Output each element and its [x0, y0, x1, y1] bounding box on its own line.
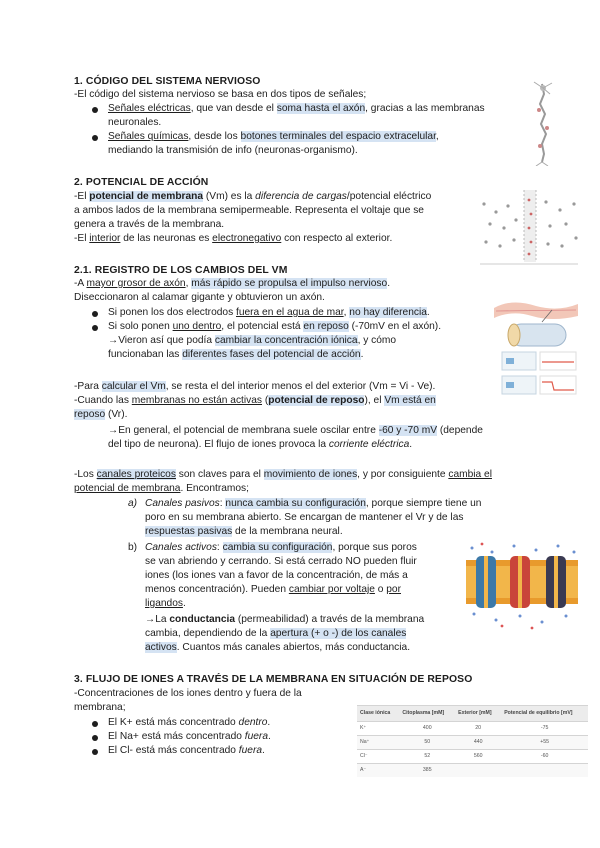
section-1-title: 1. CÓDIGO DEL SISTEMA NERVIOSO	[74, 76, 261, 87]
s21-line-1: -A mayor grosor de axón, más rápido se propulsa el impulso nervioso.	[74, 278, 391, 289]
table-cell: 400	[399, 722, 455, 736]
s21-line-2: Diseccionaron al calamar gigante y obtuvieron un axón.	[74, 292, 325, 303]
table-row	[357, 750, 588, 764]
s21-para-3: reposo (Vr).	[74, 409, 128, 420]
table-cell: -75	[501, 722, 588, 736]
membrane-charges-figure	[476, 184, 582, 270]
active-channels-1: Canales activos: cambia su configuración, porque sus poros	[145, 542, 417, 553]
s21-bullet-2: Si solo ponen uno dentro, el potencial está en reposo (-70mV en el axón).	[108, 321, 442, 332]
table-cell: 385	[399, 764, 455, 778]
table-cell	[501, 764, 588, 778]
s3-bullet-3: El Cl- está más concentrado fuera.	[108, 745, 265, 756]
active-channels-7: cambia, dependiendo de la apertura (+ o -) de los canales	[145, 628, 407, 639]
squid-axon-figure	[492, 296, 580, 398]
active-channels-3: iones (los iones van a favor de la concentración, de más a	[145, 570, 408, 581]
s21-para-2: -Cuando las membranas no están activas (potencial de reposo), el Vm está en	[74, 395, 436, 406]
table-header-cell: Potencial de equilibrio [mV]	[501, 706, 588, 722]
table-cell: A⁻	[357, 764, 399, 778]
list-marker-b: b)	[128, 542, 138, 553]
table-cell: +55	[501, 736, 588, 750]
table-cell: -60	[501, 750, 588, 764]
table-cell: 440	[455, 736, 501, 750]
list-marker-a: a)	[128, 498, 138, 509]
s21-bullet-2-cont-2: funcionaban las diferentes fases del potencial de acción.	[108, 349, 364, 360]
s2-line-4: -El interior de las neuronas es electronegativo con respecto al exterior.	[74, 233, 393, 244]
s3-line-1: -Concentraciones de los iones dentro y fuera de la	[74, 688, 302, 699]
table-cell: K⁺	[357, 722, 399, 736]
s2-line-3: genera a través de la membrana.	[74, 219, 225, 230]
active-channels-4: menos concentración). Pueden cambiar por voltaje o por	[145, 584, 401, 595]
bullet	[92, 749, 98, 755]
table-row	[357, 736, 588, 750]
passive-channels-1: Canales pasivos: nunca cambia su configuración, porque siempre tiene un	[145, 498, 482, 509]
s21-para-5: del tipo de neurona). El flujo de iones provoca la corriente eléctrica.	[108, 439, 413, 450]
table-row	[357, 764, 588, 778]
s2-line-1: -El potencial de membrana (Vm) es la diferencia de cargas/potencial eléctrico	[74, 191, 432, 202]
section-3-title: 3. FLUJO DE IONES A TRAVÉS DE LA MEMBRANA EN SITUACIÓN DE REPOSO	[74, 674, 473, 685]
s1-bullet-1: Señales eléctricas, que van desde el soma hasta el axón, gracias a las membranas	[108, 103, 485, 114]
active-channels-2: se van abriendo y cerrando. Si está cerrado NO pueden fluir	[145, 556, 417, 567]
bullet	[92, 135, 98, 141]
bullet	[92, 735, 98, 741]
table-cell: Cl⁻	[357, 750, 399, 764]
passive-channels-2: poro en su membrana abierto. Se encargan de mantener el Vr y de las	[145, 512, 464, 523]
neuron-figure	[528, 80, 558, 166]
bullet	[92, 325, 98, 331]
s2-line-2: a ambos lados de la membrana semipermeable. Representa el voltaje que se	[74, 205, 424, 216]
bullet	[92, 311, 98, 317]
s3-line-2: membrana;	[74, 702, 126, 713]
s21-para-4: →En general, el potencial de membrana suele oscilar entre -60 y -70 mV (depende	[108, 425, 483, 436]
passive-channels-3: respuestas pasivas de la membrana neural.	[145, 526, 343, 537]
table-cell: 560	[455, 750, 501, 764]
ion-channels-figure	[462, 540, 582, 632]
section-2-title: 2. POTENCIAL DE ACCIÓN	[74, 177, 209, 188]
s21-para-1: -Para calcular el Vm, se resta el del interior menos el del exterior (Vm = Vi - Ve).	[74, 381, 436, 392]
active-channels-8: activos. Cuantos más canales abiertos, más conductancia.	[145, 642, 411, 653]
table-row	[357, 722, 588, 736]
table-cell: 52	[399, 750, 455, 764]
s21-bullet-1: Si ponen los dos electrodos fuera en el agua de mar, no hay diferencia.	[108, 307, 430, 318]
bullet	[92, 107, 98, 113]
table-header-cell: Citoplasma [mM]	[399, 706, 455, 722]
table-cell: 50	[399, 736, 455, 750]
s3-bullet-1: El K+ está más concentrado dentro.	[108, 717, 271, 728]
s3-bullet-2: El Na+ está más concentrado fuera.	[108, 731, 271, 742]
table-cell	[455, 764, 501, 778]
s21-channels-1: -Los canales proteicos son claves para el movimiento de iones, y por consiguiente cambia el	[74, 469, 492, 480]
table-header-cell: Exterior [mM]	[455, 706, 501, 722]
s1-intro: -El código del sistema nervioso se basa en dos tipos de señales;	[74, 89, 367, 100]
table-header-row	[357, 706, 588, 722]
table-cell: 20	[455, 722, 501, 736]
ion-concentration-table	[357, 705, 588, 777]
s1-bullet-2: Señales químicas, desde los botones terminales del espacio extracelular,	[108, 131, 439, 142]
s21-channels-2: potencial de membrana. Encontramos;	[74, 483, 249, 494]
active-channels-6: →La conductancia (permeabilidad) a través de la membrana	[145, 614, 425, 625]
active-channels-5: ligandos.	[145, 598, 186, 609]
table-cell: Na⁺	[357, 736, 399, 750]
s21-bullet-2-cont-1: →Vieron así que podía cambiar la concentración iónica, y cómo	[108, 335, 397, 346]
table-header-cell: Clase iónica	[357, 706, 399, 722]
bullet	[92, 721, 98, 727]
s1-bullet-1-cont: neuronales.	[108, 117, 162, 128]
s1-bullet-2-cont: mediando la transmisión de info (neuronas-organismo).	[108, 145, 358, 156]
section-2-1-title: 2.1. REGISTRO DE LOS CAMBIOS DEL VM	[74, 265, 288, 276]
